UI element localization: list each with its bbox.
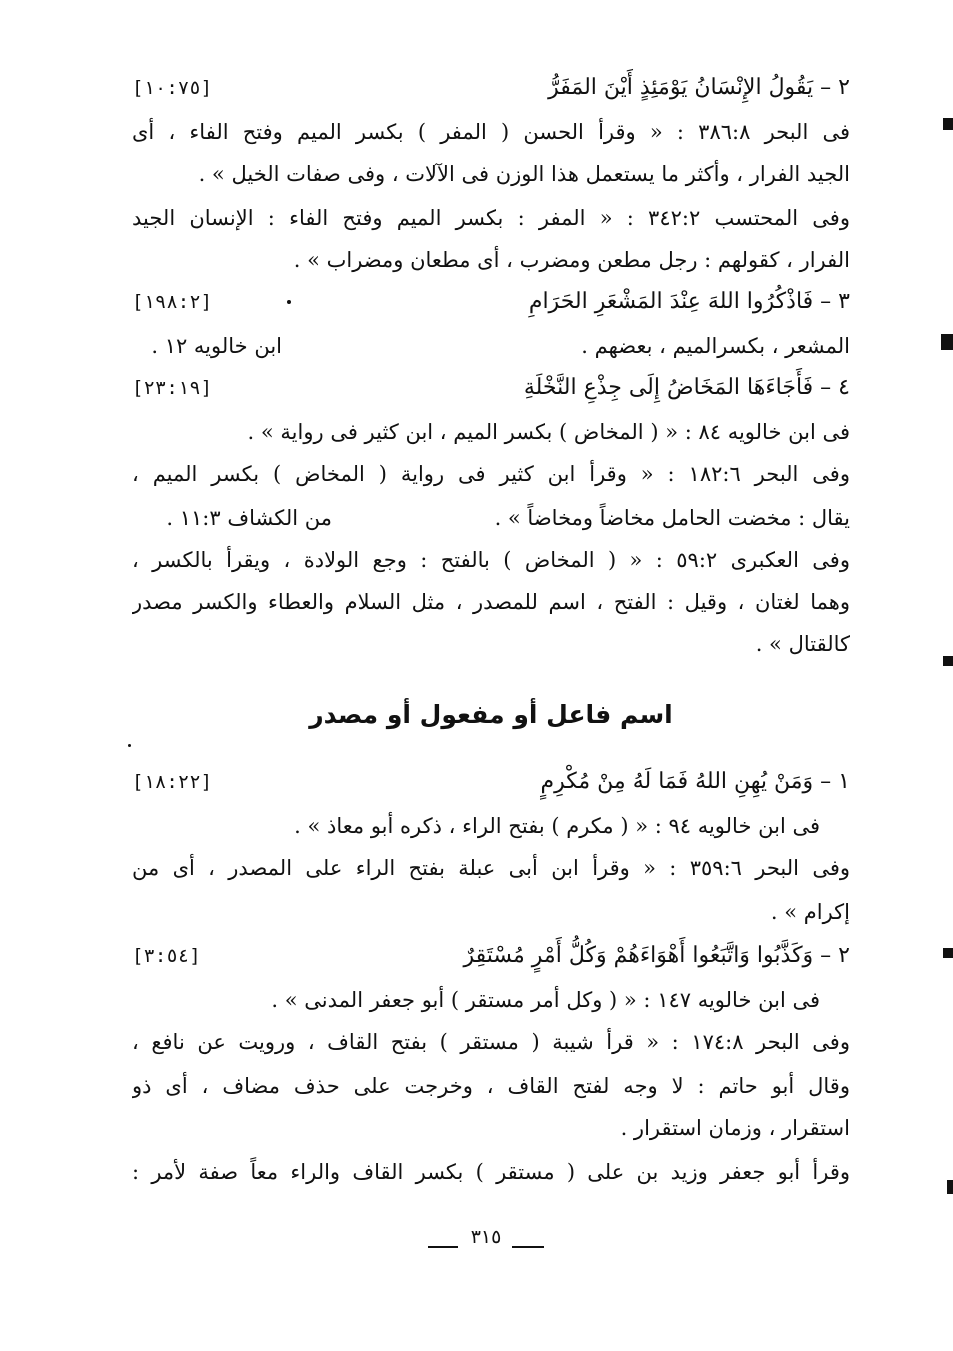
margin-mark [947,1180,953,1194]
text-line: وقرأ أبو جعفر وزيد بن على ( مستقر ) بكسر القاف والراء معاً صفة لأمر : [132,1160,850,1184]
text-line: فى ابن خالويه ٩٤ : « ( مكرم ) بفتح الراء ، ذكره أبو معاذ » . [294,814,820,838]
margin-mark [943,948,953,958]
text-line: فى ابن خالويه ١٤٧ : « ( وكل أمر مستقر ) أبو جعفر المدنى » . [271,988,820,1012]
text-line-source: من الكشاف ١١:٣ . [166,506,332,530]
text-line: وفى البحر ٣٥٩:٦ : « وقرأ ابن أبى عبلة بفتح الراء على المصدر ، أى من [132,856,850,880]
text-line: فى ابن خالويه ٨٤ : « ( المخاض ) بكسر الميم ، ابن كثير فى رواية » . [247,420,850,444]
verse-heading: ٣ – فَاذْكُرُوا اللهَ عِنْدَ المَشْعَرِ الحَرَامِ [528,289,850,314]
dot-mark [287,300,291,304]
text-line: يقال : مخضت الحامل مخاضاً ومخاضاً » . [494,506,850,530]
verse-reference: [٢٣:١٩] [132,377,213,399]
verse-heading: ٢ – وَكَذَّبُوا وَاتَّبَعُوا أَهْوَاءَهُمْ وَكُلُّ أَمْرٍ مُسْتَقِرٌ [463,943,850,968]
text-line: وقال أبو حاتم : لا وجه لفتح القاف ، وخرجت على حذف مضاف ، أى ذو [132,1074,850,1098]
text-line: وهما لغتان ، وقيل : الفتح ، اسم للمصدر ، مثل السلام والعطاء والكسر مصدر [132,590,850,614]
page-number-dash [512,1246,544,1248]
text-line: وفى المحتسب ٣٤٢:٢ : « المفر : بكسر الميم وفتح الفاء : الإنسان الجيد [132,206,850,230]
verse-reference: [١٨:٢٢] [132,771,213,793]
text-line: فى البحر ٣٨٦:٨ : « وقرأ الحسن ( المفر ) بكسر الميم وفتح الفاء ، أى [132,120,850,144]
verse-reference: [٣:٥٤] [132,945,201,967]
verse-heading: ٤ – فَأَجَاءَهَا المَخَاضُ إِلَى جِذْعِ النَّخْلَةِ [523,375,850,400]
text-line: المشعر ، بكسرالميم ، بعضهم . [581,334,850,358]
verse-heading: ٢ – يَقُولُ الإِنْسَانُ يَوْمَئِذٍ أَيْنَ المَفَرُّ [548,75,850,100]
margin-mark [941,334,953,350]
verse-reference: [١٠:٧٥] [132,77,213,99]
text-line: وفى العكبرى ٥٩:٢ : « ( المخاض ) بالفتح : وجع الولادة ، ويقرأ بالكسر ، [132,548,850,572]
section-heading: اسم فاعل أو مفعول أو مصدر [309,700,673,729]
verse-heading: ١ – وَمَنْ يُهِنِ اللهُ فَمَا لَهُ مِنْ مُكْرِمٍ [540,769,850,794]
text-line-source: ابن خالويه ١٢ . [151,334,282,358]
page-number: ٣١٥ [470,1226,502,1248]
verse-reference: [١٩٨:٢] [132,291,213,313]
text-line: وفى البحر ١٧٤:٨ : « قرأ شيبة ( مستقر ) بفتح القاف ، ورويت عن نافع ، [132,1030,850,1054]
text-line: الجيد الفرار ، وأكثر ما يستعمل هذا الوزن فى الآلات ، وفى صفات الخيل » . [198,162,850,186]
margin-mark [943,656,953,666]
text-line: الفرار ، كقولهم : رجل مطعن ومضرب ، أى مطعان ومضراب » . [293,248,850,272]
text-line: إكرام » . [770,900,850,924]
margin-mark [943,118,953,130]
dot-mark [128,744,131,747]
text-line: استقرار ، وزمان استقرار . [620,1116,850,1140]
text-line: كالقتال » . [755,632,850,656]
text-line: وفى البحر ١٨٢:٦ : « وقرأ ابن كثير فى رواية ( المخاض ) بكسر الميم ، [132,462,850,486]
